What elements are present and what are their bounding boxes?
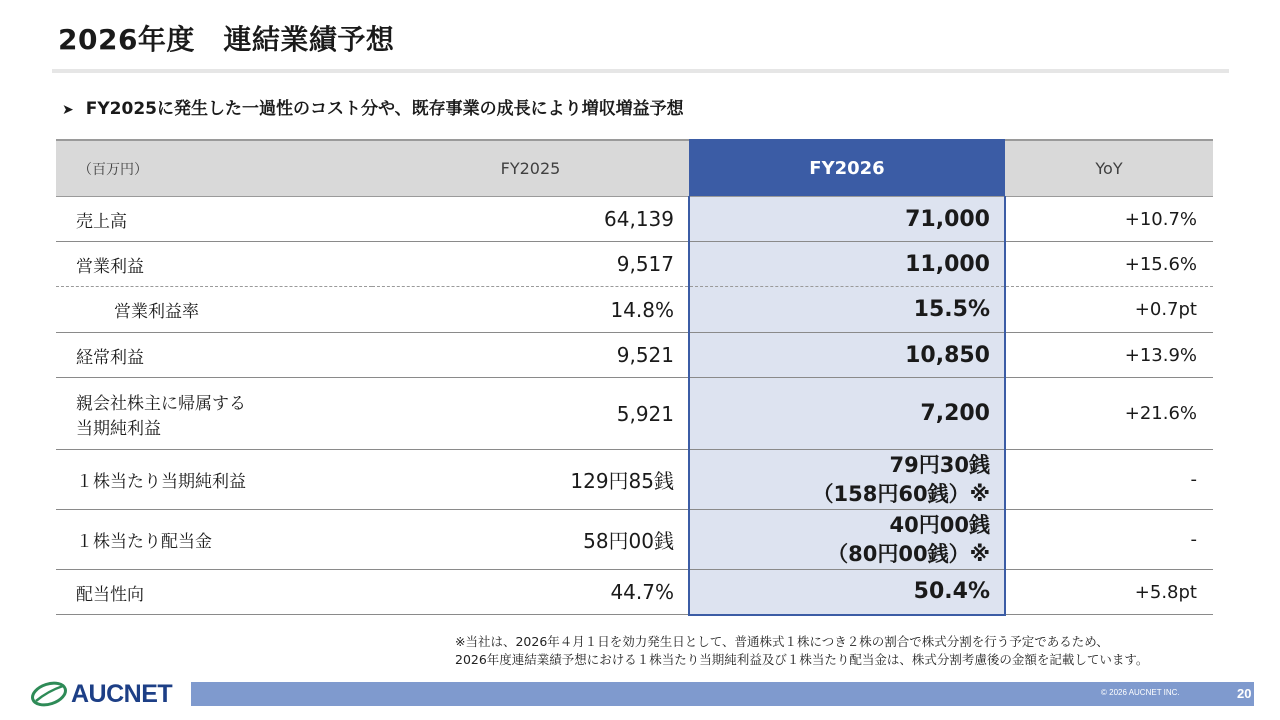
title-divider: [52, 69, 1229, 73]
row-label: 売上高: [56, 197, 372, 242]
fy2026-value-line2: （158円60銭）※: [812, 481, 990, 506]
fy2026-value-line1: 79円30銭: [889, 452, 990, 477]
fy2026-value: 11,000: [689, 242, 1005, 287]
table-row: [56, 378, 1213, 450]
fy2025-value: 129円85銭: [372, 450, 689, 510]
subtitle-text: FY2025に発生した一過性のコスト分や、既存事業の成長により増収増益予想: [85, 99, 684, 119]
row-label: [56, 378, 372, 450]
arrow-bullet-icon: ➤: [62, 102, 74, 118]
row-label-line1: 親会社株主に帰属する: [76, 393, 246, 414]
yoy-value: +10.7%: [1005, 197, 1213, 242]
row-label: １株当たり当期純利益: [56, 450, 372, 510]
logo-text: AUCNET: [71, 679, 173, 708]
header-fy2026: FY2026: [689, 140, 1005, 197]
table-row: [56, 450, 1213, 510]
table-row: [56, 333, 1213, 378]
row-label: １株当たり配当金: [56, 510, 372, 570]
fy2026-value-line2: （80円00銭）※: [827, 541, 990, 566]
table-row: [56, 287, 1213, 333]
fy2025-value: 14.8%: [372, 287, 689, 333]
forecast-table: [56, 139, 1213, 616]
aucnet-leaf-icon: [30, 681, 70, 707]
fy2026-value: [689, 450, 1005, 510]
yoy-value: +21.6%: [1005, 378, 1213, 450]
header-fy2025: FY2025: [372, 140, 689, 197]
footnote-line2: 2026年度連結業績予想における１株当たり当期純利益及び１株当たり配当金は、株式分割考慮後の金額を記載しています。: [455, 652, 1149, 667]
page-title: 2026年度 連結業績予想: [58, 23, 395, 56]
yoy-value: -: [1005, 450, 1213, 510]
row-label: 経常利益: [56, 333, 372, 378]
copyright: © 2026 AUCNET INC.: [1101, 688, 1180, 697]
fy2025-value: 58円00銭: [372, 510, 689, 570]
yoy-value: +13.9%: [1005, 333, 1213, 378]
fy2026-value: 71,000: [689, 197, 1005, 242]
table-row: [56, 570, 1213, 615]
fy2026-value: 15.5%: [689, 287, 1005, 333]
yoy-value: -: [1005, 510, 1213, 570]
yoy-value: +0.7pt: [1005, 287, 1213, 333]
row-label: 配当性向: [56, 570, 372, 615]
footer-bar: [191, 682, 1254, 706]
footnote: [455, 633, 1148, 669]
row-label-line2: 当期純利益: [76, 418, 161, 439]
row-label: 営業利益率: [56, 287, 372, 333]
fy2025-value: 9,517: [372, 242, 689, 287]
fy2025-value: 9,521: [372, 333, 689, 378]
table-header-row: [56, 140, 1213, 197]
fy2026-value: 50.4%: [689, 570, 1005, 615]
header-unit: （百万円）: [56, 140, 372, 197]
fy2026-value: 7,200: [689, 378, 1005, 450]
aucnet-logo: [30, 679, 172, 709]
table-row: [56, 242, 1213, 287]
table-row: [56, 197, 1213, 242]
table-row: [56, 510, 1213, 570]
fy2025-value: 64,139: [372, 197, 689, 242]
fy2026-value: [689, 510, 1005, 570]
yoy-value: +5.8pt: [1005, 570, 1213, 615]
header-yoy: YoY: [1005, 140, 1213, 197]
fy2026-value-line1: 40円00銭: [889, 512, 990, 537]
yoy-value: +15.6%: [1005, 242, 1213, 287]
section-bullet: [62, 94, 684, 119]
fy2026-value: 10,850: [689, 333, 1005, 378]
fy2025-value: 44.7%: [372, 570, 689, 615]
footnote-line1: ※当社は、2026年４月１日を効力発生日として、普通株式１株につき２株の割合で株式分割を行う予定であるため、: [455, 634, 1109, 649]
fy2025-value: 5,921: [372, 378, 689, 450]
row-label: 営業利益: [56, 242, 372, 287]
page-number: 20: [1237, 686, 1252, 701]
